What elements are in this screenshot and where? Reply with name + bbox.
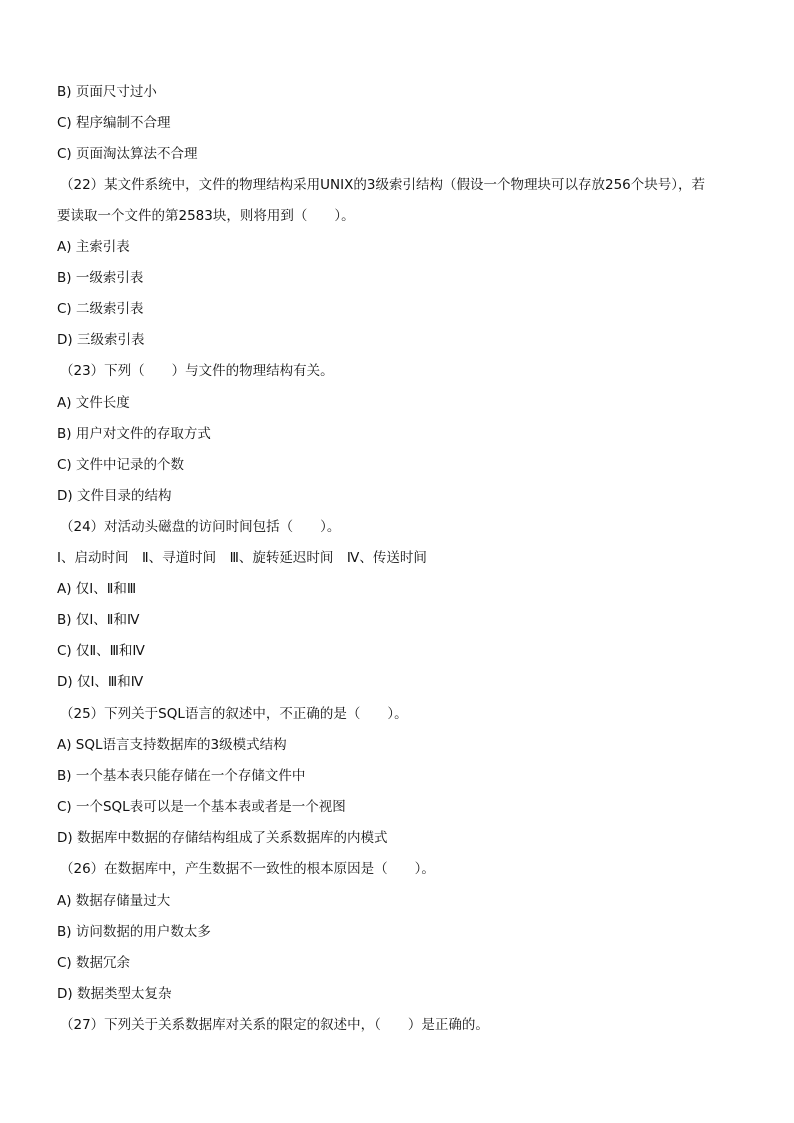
question-24: （24）对活动头磁盘的访问时间包括（ ）。 (60, 519, 341, 535)
question-22-line1: （22）某文件系统中，文件的物理结构采用UNIX的3级索引结构（假设一个物理块可以存放256个块号），若 (60, 177, 705, 193)
option-c-q21: C) 程序编制不合理 (57, 115, 171, 131)
option-d-q24: D) 仅Ⅰ、Ⅲ和Ⅳ (57, 674, 144, 690)
question-23: （23）下列（ ）与文件的物理结构有关。 (60, 363, 334, 379)
option-b-q24: B) 仅Ⅰ、Ⅱ和Ⅳ (57, 612, 140, 628)
question-22-line2: 要读取一个文件的第2583块，则将用到（ ）。 (57, 208, 355, 224)
question-24-items: Ⅰ、启动时间 Ⅱ、寻道时间 Ⅲ、旋转延迟时间 Ⅳ、传送时间 (57, 550, 427, 566)
option-c-q23: C) 文件中记录的个数 (57, 457, 184, 473)
option-c-q24: C) 仅Ⅱ、Ⅲ和Ⅳ (57, 643, 145, 659)
option-d-q22: D) 三级索引表 (57, 332, 145, 348)
option-a-q22: A) 主索引表 (57, 239, 130, 255)
option-a-q25: A) SQL语言支持数据库的3级模式结构 (57, 737, 287, 753)
option-a-q26: A) 数据存储量过大 (57, 893, 171, 909)
option-b-q23: B) 用户对文件的存取方式 (57, 426, 211, 442)
option-b-q25: B) 一个基本表只能存储在一个存储文件中 (57, 768, 306, 784)
option-d-q26: D) 数据类型太复杂 (57, 986, 172, 1002)
option-d-q23: D) 文件目录的结构 (57, 488, 172, 504)
option-a-q23: A) 文件长度 (57, 395, 130, 411)
question-26: （26）在数据库中，产生数据不一致性的根本原因是（ ）。 (60, 861, 435, 877)
option-c-q22: C) 二级索引表 (57, 301, 144, 317)
option-a-q24: A) 仅Ⅰ、Ⅱ和Ⅲ (57, 581, 137, 597)
option-b-q22: B) 一级索引表 (57, 270, 144, 286)
option-c2-q21: C) 页面淘汰算法不合理 (57, 146, 198, 162)
question-25: （25）下列关于SQL语言的叙述中，不正确的是（ ）。 (60, 706, 408, 722)
option-c-q25: C) 一个SQL表可以是一个基本表或者是一个视图 (57, 799, 346, 815)
option-d-q25: D) 数据库中数据的存储结构组成了关系数据库的内模式 (57, 830, 388, 846)
option-b-q26: B) 访问数据的用户数太多 (57, 924, 211, 940)
question-27: （27）下列关于关系数据库对关系的限定的叙述中，（ ）是正确的。 (60, 1017, 489, 1033)
option-c-q26: C) 数据冗余 (57, 955, 130, 971)
option-b-q21: B) 页面尺寸过小 (57, 84, 157, 100)
